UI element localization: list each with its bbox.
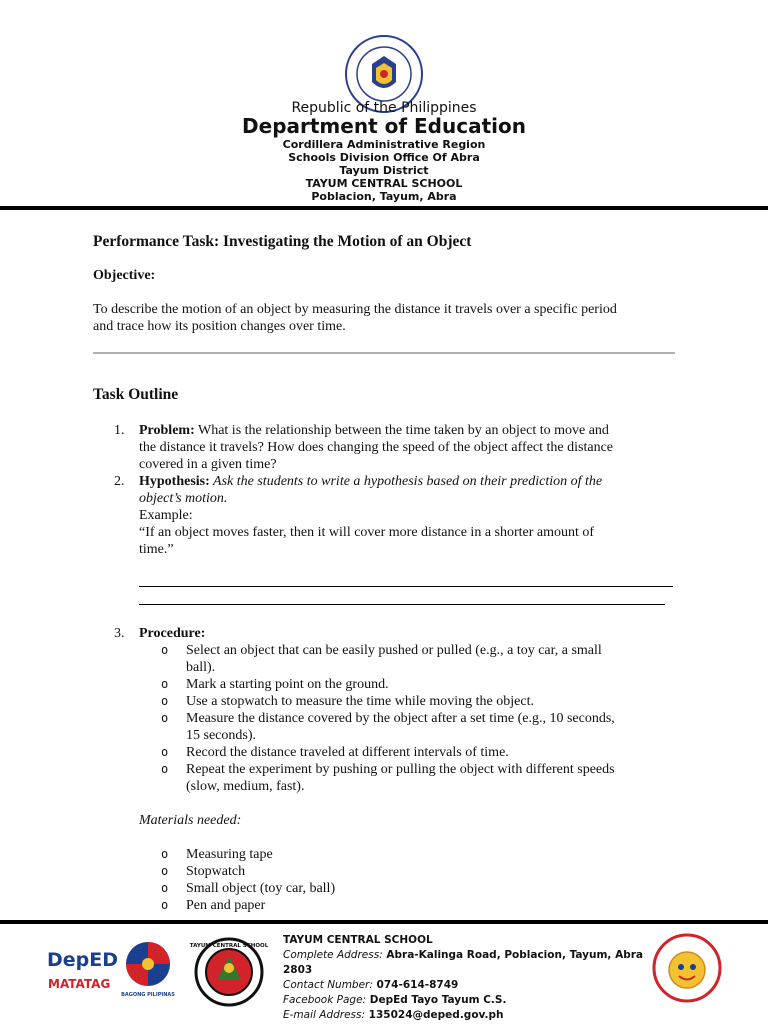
- matatag-logo-text: MATATAG: [48, 977, 111, 991]
- bullet-marker: o: [161, 847, 169, 861]
- procedure-step: [161, 676, 676, 693]
- answer-line[interactable]: [139, 604, 665, 605]
- procedure-step: [161, 693, 676, 710]
- bagong-pilipinas-text: BAGONG PILIPINAS: [121, 992, 175, 998]
- problem-text: the distance it travels? How does changing the speed of the object affect the distance: [139, 440, 614, 455]
- material-item: [161, 897, 676, 914]
- email-value[interactable]: 135024@deped.gov.ph: [365, 1009, 504, 1021]
- objective-text-line: and trace how its position changes over time.: [93, 319, 346, 334]
- school-line: TAYUM CENTRAL SCHOOL: [305, 177, 463, 190]
- contact-value: 074-614-8749: [372, 979, 459, 991]
- footer-contact-block: [283, 933, 653, 1023]
- header-divider: [0, 206, 768, 210]
- procedure-label: Procedure:: [139, 626, 206, 641]
- material-text: Measuring tape: [186, 847, 273, 862]
- district-line: Tayum District: [339, 164, 429, 177]
- region-line: Cordillera Administrative Region: [282, 138, 486, 151]
- list-number: 2.: [114, 474, 125, 489]
- list-item-procedure: [114, 625, 679, 642]
- material-item: [161, 880, 676, 897]
- tayum-mascot-logo: [650, 932, 724, 1004]
- procedure-step: [161, 710, 676, 744]
- material-text: Stopwatch: [186, 864, 246, 879]
- step-text: Use a stopwatch to measure the time while moving the object.: [186, 694, 534, 709]
- list-item-hypothesis: [114, 473, 679, 558]
- step-text: Measure the distance covered by the object after a set time (e.g., 10 seconds,: [186, 711, 615, 726]
- address-line: Poblacion, Tayum, Abra: [311, 190, 457, 203]
- material-text: Pen and paper: [186, 898, 266, 913]
- republic-line: Republic of the Philippines: [291, 100, 477, 116]
- email-label: E-mail Address:: [283, 1009, 366, 1021]
- bullet-marker: o: [161, 745, 169, 759]
- procedure-step: [161, 744, 676, 761]
- section-divider: [93, 352, 675, 354]
- facebook-label: Facebook Page:: [283, 994, 367, 1006]
- materials-label-text: Materials needed:: [139, 813, 242, 828]
- footer-email: [283, 1008, 653, 1023]
- footer-facebook: [283, 993, 653, 1008]
- step-text: ball).: [186, 660, 216, 675]
- step-text: (slow, medium, fast).: [186, 779, 305, 794]
- task-outline-heading: Task Outline: [93, 386, 179, 403]
- address-label: Complete Address:: [283, 949, 383, 961]
- hypothesis-text: object’s motion.: [139, 491, 228, 506]
- facebook-value[interactable]: DepEd Tayo Tayum C.S.: [366, 994, 507, 1006]
- footer-school-name: TAYUM CENTRAL SCHOOL: [283, 934, 433, 946]
- problem-text: covered in a given time?: [139, 457, 277, 472]
- step-text: Repeat the experiment by pushing or pulling the object with different speeds: [186, 762, 615, 777]
- example-text: time.”: [139, 542, 174, 557]
- bullet-marker: o: [161, 677, 169, 691]
- list-number: 3.: [114, 626, 125, 641]
- objective-text-line: To describe the motion of an object by measuring the distance it travels over a specific period: [93, 302, 617, 317]
- step-text: Record the distance traveled at different intervals of time.: [186, 745, 509, 760]
- material-text: Small object (toy car, ball): [186, 881, 336, 896]
- bullet-marker: o: [161, 762, 169, 776]
- footer-address: [283, 948, 653, 978]
- material-item: [161, 863, 676, 880]
- objective-label: Objective:: [93, 268, 156, 283]
- division-line: Schools Division Office Of Abra: [288, 151, 480, 164]
- contact-label: Contact Number:: [283, 979, 373, 991]
- seal-ring-text: TAYUM CENTRAL SCHOOL: [189, 943, 269, 949]
- department-title: Department of Education: [242, 114, 526, 138]
- bullet-marker: o: [161, 881, 169, 895]
- bullet-marker: o: [161, 694, 169, 708]
- bullet-marker: o: [161, 643, 169, 657]
- task-title: Performance Task: Investigating the Motion of an Object: [93, 233, 472, 250]
- bullet-marker: o: [161, 864, 169, 878]
- hypothesis-text: Ask the students to write a hypothesis based on their prediction of the: [209, 474, 603, 489]
- materials-label: [139, 812, 679, 829]
- problem-label: Problem:: [139, 423, 195, 438]
- deped-matatag-logo: [44, 942, 119, 1000]
- list-item-problem: [114, 422, 679, 473]
- bullet-marker: o: [161, 711, 169, 725]
- objective-text: [93, 301, 675, 335]
- address-value: Abra-Kalinga Road, Poblacion, Tayum, Abra 2803: [283, 949, 643, 976]
- step-text: 15 seconds).: [186, 728, 256, 743]
- procedure-step: [161, 642, 676, 676]
- deped-logo-text: DepED: [47, 949, 119, 971]
- example-label: Example:: [139, 508, 193, 523]
- bagong-pilipinas-logo: [118, 938, 178, 1000]
- footer-contact: [283, 978, 653, 993]
- material-item: [161, 846, 676, 863]
- problem-text: What is the relationship between the time taken by an object to move and: [194, 423, 609, 438]
- hypothesis-label: Hypothesis:: [139, 474, 210, 489]
- tayum-central-school-seal: [190, 936, 268, 1008]
- footer-divider: [0, 920, 768, 924]
- office-block: [0, 138, 768, 203]
- example-text: “If an object moves faster, then it will cover more distance in a shorter amount of: [139, 525, 595, 540]
- step-text: Mark a starting point on the ground.: [186, 677, 389, 692]
- procedure-step: [161, 761, 676, 795]
- step-text: Select an object that can be easily pushed or pulled (e.g., a toy car, a small: [186, 643, 602, 658]
- bullet-marker: o: [161, 898, 169, 912]
- list-number: 1.: [114, 423, 125, 438]
- answer-line[interactable]: [139, 586, 673, 587]
